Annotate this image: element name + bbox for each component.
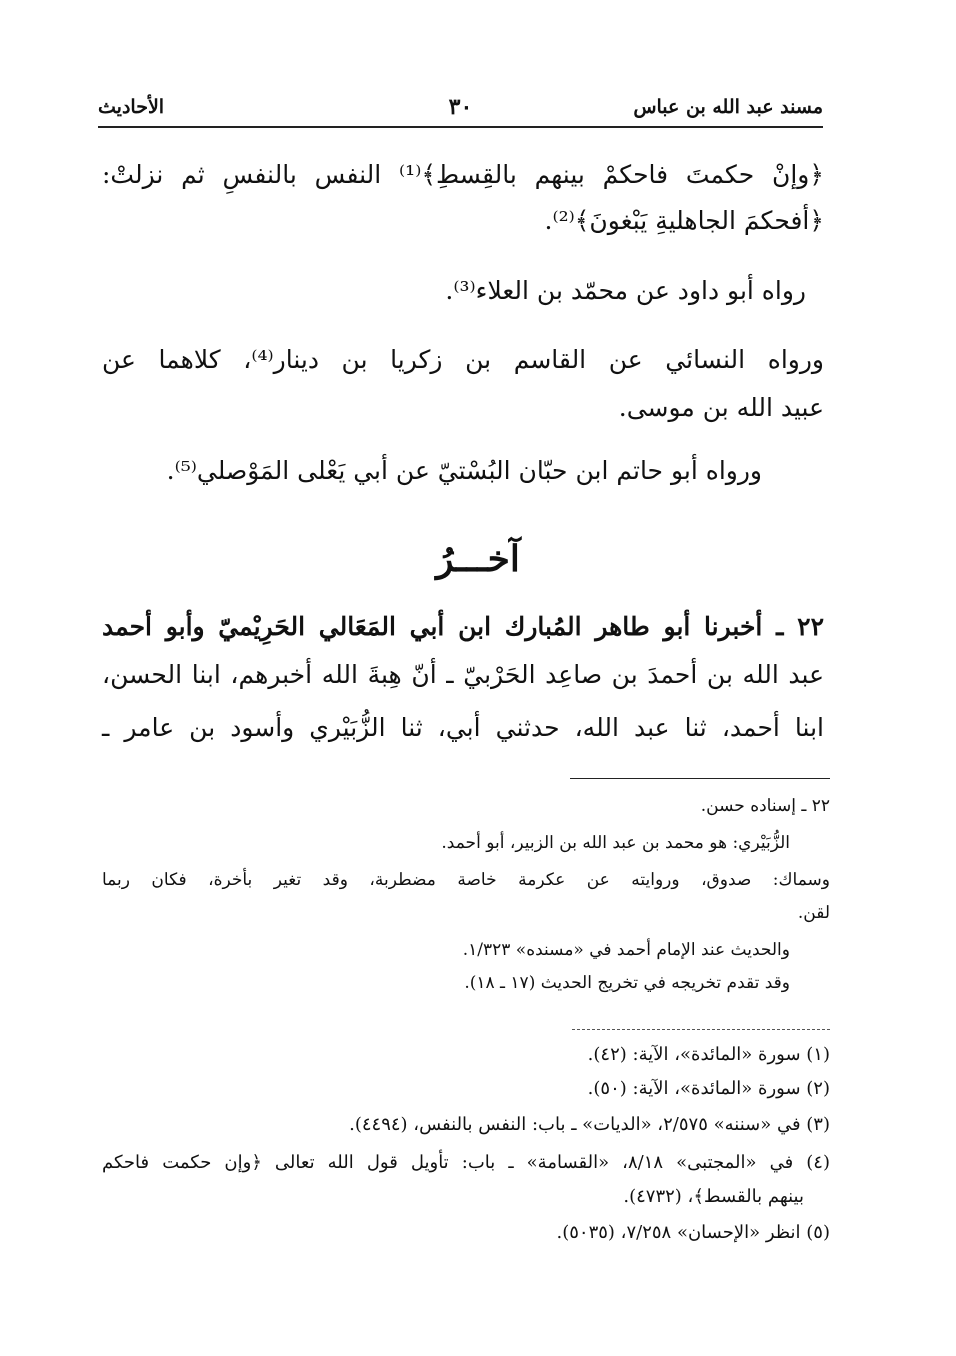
- note-line: وسماك: صدوق، وروايته عن عكرمة خاصة مضطربة، وقد تغير بأخرة، فكان ربما: [102, 870, 830, 890]
- text-line: ورواه أبو حاتم ابن حبّان البُسْتيّ عن أبي يَعْلى المَوْصلي⁽⁵⁾.: [166, 456, 762, 485]
- running-header: [98, 92, 823, 128]
- text-line: عبيد الله بن موسى.: [618, 393, 824, 422]
- text-line: رواه أبو داود عن محمّد بن العلاء⁽³⁾.: [445, 276, 806, 305]
- footnote: (٥) انظر «الإحسان» ٧/٢٥٨، (٥٠٣٥).: [556, 1222, 830, 1243]
- hadith-line: ابنا أحمد، ثنا عبد الله، حدثني أبي، ثنا الزُّبَيْري وأسود بن عامر ـ: [102, 713, 824, 742]
- footnote: بينهم بالقسط﴾، (٤٧٣٢).: [623, 1186, 804, 1207]
- notes-divider: [570, 778, 830, 779]
- header-book-title: مسند عبد الله بن عباس: [633, 96, 823, 118]
- page-number: ٣٠: [448, 94, 473, 120]
- section-heading: آخـــرُ: [436, 538, 520, 580]
- footnote: (٣) في «سننه» ٢/٥٧٥، «الديات» ـ باب: النفس بالنفس، (٤٤٩٤).: [349, 1114, 830, 1135]
- note-line: والحديث عند الإمام أحمد في «مسنده» ١/٣٢٣.: [462, 940, 790, 960]
- footnotes-divider: [572, 1029, 830, 1030]
- note-line: ٢٢ ـ إسناده حسن.: [700, 796, 830, 816]
- hadith-line: ٢٢ ـ أخبرنا أبو طاهر المُبارك ابن أبي المَعَالي الحَرِيْميّ وأبو أحمد: [102, 612, 824, 641]
- text-line: ورواه النسائي عن القاسم بن زكريا بن دينار⁽⁴⁾، كلاهما عن: [102, 345, 824, 374]
- text-line: ﴿وإنْ حكمتَ فاحكمْ بينهم بالقِسطِ﴾⁽¹⁾ النفس بالنفسِ ثم نزلتْ:: [102, 160, 824, 189]
- footnote: (٤) في «المجتبى» ٨/١٨، «القسامة» ـ باب: تأويل قول الله تعالى ﴿وإن حكمت فاحكم: [102, 1152, 830, 1173]
- note-line: لقن.: [797, 903, 830, 923]
- note-line: الزُّبَيْري: هو محمد بن عبد الله بن الزبير، أبو أحمد.: [441, 833, 790, 853]
- header-chapter-title: الأحاديث: [98, 96, 165, 118]
- note-line: وقد تقدم تخريجه في تخريج الحديث (١٧ ـ ١٨).: [464, 973, 790, 993]
- footnote: (١) سورة «المائدة»، الآية: (٤٢).: [587, 1044, 830, 1065]
- footnote: (٢) سورة «المائدة»، الآية: (٥٠).: [587, 1078, 830, 1099]
- text-line: ﴿أفحكمَ الجاهليةِ يَبْغونَ﴾⁽²⁾.: [544, 206, 824, 235]
- hadith-line: عبد الله بن أحمدَ بن صاعِد الحَرْبيّ ـ أنّ هِبةَ الله أخبرهم، ابنا الحسن،: [102, 660, 824, 689]
